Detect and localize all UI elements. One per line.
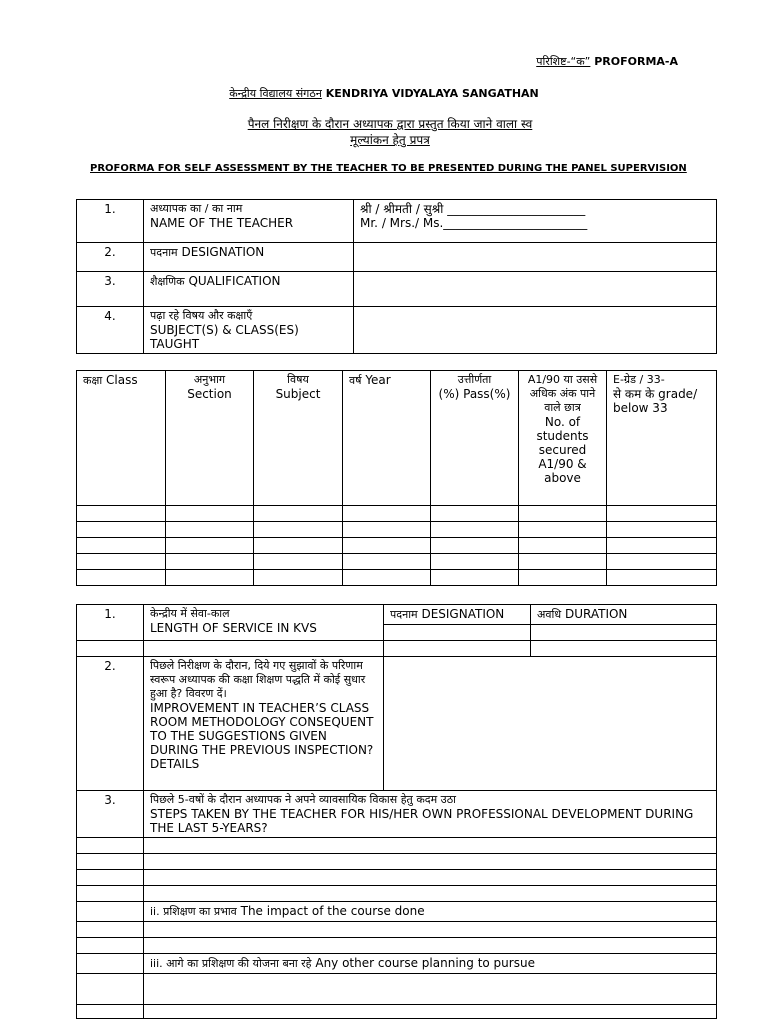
row-number: 3. — [77, 791, 144, 838]
row-number: 2. — [77, 657, 144, 791]
table-cell[interactable] — [166, 570, 254, 586]
row-number: 1. — [77, 605, 144, 641]
professional-development-label — [144, 791, 717, 838]
table-row — [77, 641, 717, 657]
entry-field[interactable] — [144, 886, 717, 902]
annexure-label — [0, 54, 678, 69]
label-cell — [144, 243, 354, 272]
header-english: No. of students secured A1/90 & above — [536, 415, 589, 485]
table-cell[interactable] — [607, 554, 717, 570]
organization-title — [0, 86, 768, 101]
header-english: से कम के grade/ below 33 — [613, 387, 698, 415]
label-hindi: पदनाम — [390, 608, 418, 621]
table-row — [77, 554, 717, 570]
table-cell[interactable] — [519, 522, 607, 538]
value-hindi: श्री / श्रीमती / सुश्री _______________________ — [360, 202, 586, 216]
label-hindi: पिछले 5-वषों के दौरान अध्यापक ने अपने व्यावसायिक विकास हेतु कदम उठा — [150, 793, 456, 806]
proforma-title: PROFORMA FOR SELF ASSESSMENT BY THE TEACHER TO BE PRESENTED DURING THE PANEL SUPERVISION — [90, 163, 687, 174]
empty-cell — [77, 954, 144, 974]
label-english: SUBJECT(S) & CLASS(ES) TAUGHT — [150, 323, 299, 351]
label-cell — [144, 272, 354, 307]
label-english: NAME OF THE TEACHER — [150, 216, 294, 230]
entry-field[interactable] — [144, 938, 717, 954]
empty-cell — [144, 641, 384, 657]
empty-cell — [77, 922, 144, 938]
table-cell[interactable] — [431, 554, 519, 570]
label-cell — [144, 200, 354, 243]
table-cell[interactable] — [343, 522, 431, 538]
empty-cell — [77, 902, 144, 922]
table-row — [77, 307, 717, 354]
table-cell[interactable] — [607, 506, 717, 522]
header-hindi: कक्षा — [83, 374, 103, 387]
label-english: DESIGNATION — [181, 245, 265, 259]
table-cell[interactable] — [607, 570, 717, 586]
label-hindi: ii. प्रशिक्षण का प्रभाव — [150, 905, 237, 918]
label-hindi: शैक्षणिक — [150, 275, 185, 288]
table-cell[interactable] — [519, 538, 607, 554]
table-cell[interactable] — [519, 506, 607, 522]
designation-input[interactable] — [384, 641, 531, 657]
col-a1-students — [519, 371, 607, 506]
empty-cell — [77, 870, 144, 886]
table-cell[interactable] — [166, 554, 254, 570]
qualification-field[interactable] — [354, 272, 717, 307]
table-cell[interactable] — [343, 506, 431, 522]
table-cell[interactable] — [254, 554, 343, 570]
entry-field[interactable] — [144, 870, 717, 886]
annexure-hindi: परिशिष्ट-“क” — [536, 55, 591, 68]
results-table — [76, 370, 717, 586]
teacher-info-table — [76, 199, 717, 354]
table-cell[interactable] — [343, 570, 431, 586]
label-english: QUALIFICATION — [188, 274, 281, 288]
label-english: The impact of the course done — [240, 904, 425, 918]
col-class — [77, 371, 166, 506]
row-number: 4. — [77, 307, 144, 354]
empty-cell — [77, 838, 144, 854]
table-row — [77, 886, 717, 902]
table-cell[interactable] — [431, 506, 519, 522]
row-number: 3. — [77, 272, 144, 307]
table-row — [77, 922, 717, 938]
table-cell[interactable] — [431, 522, 519, 538]
label-hindi: iii. आगे का प्रशिक्षण की योजना बना रहे — [150, 957, 312, 970]
table-row — [77, 243, 717, 272]
value-english: Mr. / Mrs./ Ms.________________________ — [360, 216, 588, 230]
header-row — [77, 371, 717, 506]
table-cell[interactable] — [254, 506, 343, 522]
header-english: (%) Pass(%) — [438, 387, 511, 401]
table-row — [77, 870, 717, 886]
table-cell[interactable] — [166, 538, 254, 554]
label-hindi: पढ़ा रहे विषय और कक्षाएँ — [150, 309, 253, 322]
table-row — [77, 538, 717, 554]
table-cell[interactable] — [343, 538, 431, 554]
table-cell[interactable] — [431, 538, 519, 554]
table-cell[interactable] — [343, 554, 431, 570]
table-cell[interactable] — [77, 506, 166, 522]
duration-header — [531, 605, 717, 625]
course-impact-label — [144, 902, 717, 922]
empty-cell — [77, 1005, 144, 1019]
empty-cell — [77, 854, 144, 870]
header-english: Class — [106, 373, 138, 387]
duration-input[interactable] — [531, 625, 717, 641]
label-english: STEPS TAKEN BY THE TEACHER FOR HIS/HER OWN PROFESSIONAL DEVELOPMENT DURING THE LAST 5-YEARS? — [150, 807, 694, 835]
table-row — [77, 954, 717, 974]
col-pass — [431, 371, 519, 506]
row-number: 2. — [77, 243, 144, 272]
table-cell[interactable] — [77, 538, 166, 554]
table-row — [77, 657, 717, 791]
label-english: DURATION — [564, 607, 628, 621]
label-hindi: केन्द्रीय में सेवा-काल — [150, 607, 230, 620]
entry-field[interactable] — [144, 922, 717, 938]
org-english: KENDRIYA VIDYALAYA SANGATHAN — [325, 87, 539, 100]
table-cell[interactable] — [607, 522, 717, 538]
header-hindi: उत्तीर्णता — [457, 373, 492, 386]
header-english: Section — [187, 387, 232, 401]
table-row — [77, 838, 717, 854]
entry-field[interactable] — [144, 854, 717, 870]
table-row — [77, 570, 717, 586]
hindi-title-line1: पैनल निरीक्षण के दौरान अध्यापक द्वारा प्रस्तुत किया जाने वाला स्व — [247, 117, 533, 131]
row-number: 1. — [77, 200, 144, 243]
header-hindi: A1/90 या उससे अधिक अंक पाने वाले छात्र — [527, 373, 598, 414]
improvement-field[interactable] — [384, 657, 717, 791]
header-english: Subject — [275, 387, 321, 401]
table-row — [77, 605, 717, 625]
table-cell[interactable] — [77, 570, 166, 586]
label-hindi: पिछले निरीक्षण के दौरान, दिये गए सुझावों के परिणाम स्वरूप अध्यापक की कक्षा शिक्षण पद्धति में कोई सुधार हुआ है? विवरण दें। — [150, 659, 366, 700]
entry-field[interactable] — [144, 974, 717, 1005]
table-cell[interactable] — [254, 538, 343, 554]
table-row — [77, 938, 717, 954]
table-row — [77, 902, 717, 922]
table-row — [77, 974, 717, 1005]
duration-input[interactable] — [531, 641, 717, 657]
header-hindi: E-ग्रेड / 33- — [613, 373, 665, 386]
empty-cell — [77, 641, 144, 657]
table-cell[interactable] — [166, 522, 254, 538]
table-row — [77, 854, 717, 870]
table-cell[interactable] — [519, 570, 607, 586]
teacher-name-field[interactable] — [354, 200, 717, 243]
label-cell — [144, 307, 354, 354]
col-year — [343, 371, 431, 506]
label-english: DESIGNATION — [421, 607, 505, 621]
designation-input[interactable] — [384, 625, 531, 641]
entry-field[interactable] — [144, 1005, 717, 1019]
col-e-grade — [607, 371, 717, 506]
label-english: LENGTH OF SERVICE IN KVS — [150, 621, 317, 635]
header-hindi: वर्ष — [349, 374, 362, 387]
header-hindi: अनुभाग — [193, 373, 226, 386]
designation-header — [384, 605, 531, 625]
table-cell[interactable] — [254, 570, 343, 586]
header-english: Year — [365, 373, 391, 387]
table-cell[interactable] — [77, 522, 166, 538]
hindi-title-line2: मूल्यांकन हेतु प्रपत्र — [350, 133, 430, 147]
table-cell[interactable] — [77, 554, 166, 570]
table-row — [77, 1005, 717, 1019]
table-row — [77, 506, 717, 522]
table-row — [77, 200, 717, 243]
service-length-label — [144, 605, 384, 641]
empty-cell — [77, 974, 144, 1005]
label-hindi: अध्यापक का / का नाम — [150, 202, 243, 215]
hindi-form-title — [90, 116, 690, 148]
label-english: Any other course planning to pursue — [315, 956, 535, 970]
org-hindi: केन्द्रीय विद्यालय संगठन — [229, 87, 322, 100]
label-hindi: अवधि — [537, 608, 562, 621]
future-course-label — [144, 954, 717, 974]
improvement-label — [144, 657, 384, 791]
header-hindi: विषय — [287, 373, 309, 386]
label-english: IMPROVEMENT IN TEACHER’S CLASS ROOM METHODOLOGY CONSEQUENT TO THE SUGGESTIONS GIVEN DURING THE PREVIOUS INSPECTION? DETAILS — [150, 701, 374, 771]
col-section — [166, 371, 254, 506]
table-cell[interactable] — [607, 538, 717, 554]
col-subject — [254, 371, 343, 506]
subjects-field[interactable] — [354, 307, 717, 354]
table-cell[interactable] — [519, 554, 607, 570]
empty-cell — [77, 938, 144, 954]
table-row — [77, 272, 717, 307]
annexure-english: PROFORMA-A — [594, 55, 678, 68]
table-cell[interactable] — [166, 506, 254, 522]
label-hindi: पदनाम — [150, 246, 178, 259]
entry-field[interactable] — [144, 838, 717, 854]
service-table — [76, 604, 717, 1019]
table-row — [77, 522, 717, 538]
table-cell[interactable] — [254, 522, 343, 538]
designation-field[interactable] — [354, 243, 717, 272]
table-row — [77, 791, 717, 838]
table-cell[interactable] — [431, 570, 519, 586]
empty-cell — [77, 886, 144, 902]
